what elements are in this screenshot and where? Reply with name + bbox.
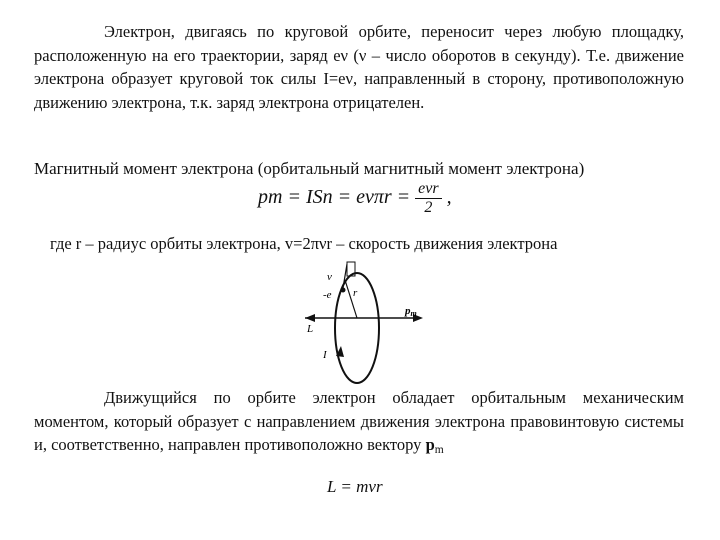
- formula-angular-momentum: L = mvr: [327, 477, 383, 496]
- label-L: L: [307, 323, 314, 335]
- label-v: v: [327, 271, 332, 283]
- formula-pm-numerator: eνr: [415, 180, 441, 199]
- label-I: I: [323, 349, 327, 361]
- label-r: r: [353, 287, 358, 299]
- formula-pm-denominator: 2: [424, 199, 433, 216]
- label-e: -e: [323, 289, 332, 301]
- orbit-diagram: [295, 258, 435, 388]
- L-arrow-head: [305, 314, 315, 322]
- formula-pm-tail: ,: [446, 186, 452, 209]
- paragraph-orbit-current-text: Электрон, двигаясь по круговой орбите, переносит через любую площадку, расположенную на его траектории, заряд eν (ν – число оборотов в секунду). Т.е. движение электрона образует круговой ток силы I=eν, направленный в сторону, противоположную движению электрона, т.к. заряд электрона отрицателен.: [34, 22, 684, 112]
- vector-pm-sub: m: [434, 443, 444, 456]
- paragraph-orbit-current: [34, 20, 684, 114]
- paragraph-radius-velocity: где r – радиус орбиты электрона, v=2πνr – скорость движения электрона: [50, 234, 558, 253]
- formula-pm-fraction: [415, 180, 441, 217]
- paragraph-mechanical-moment: [34, 386, 684, 462]
- formula-pm-lhs: pm = ISn = eνπr =: [258, 186, 411, 209]
- electron-dot: [341, 288, 346, 293]
- vector-pm: p: [425, 435, 435, 454]
- label-pm: [404, 305, 417, 318]
- formula-magnetic-moment: [258, 180, 452, 217]
- paragraph-magnetic-moment: Магнитный момент электрона (орбитальный магнитный момент электрона): [34, 159, 585, 178]
- label-pm-p: p: [405, 305, 411, 317]
- label-pm-sub: m: [410, 309, 417, 318]
- radius-line: [345, 280, 357, 318]
- paragraph-mechanical-moment-text: Движущийся по орбите электрон обладает орбитальным механическим моментом, который образует с направлением движения электрона правовинтовую системы и, соответственно, направлен противоположно вектору: [34, 388, 684, 454]
